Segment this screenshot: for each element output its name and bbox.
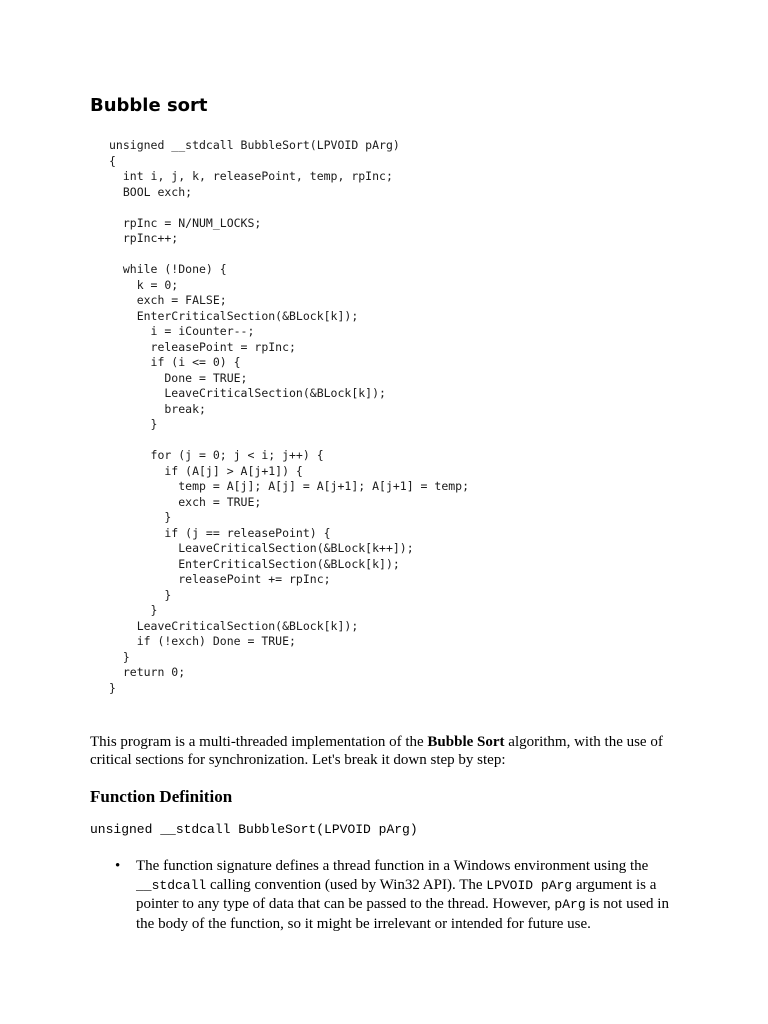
code-line: Done = TRUE;	[109, 370, 248, 385]
bullet-text: calling convention (used by Win32 API). The	[206, 876, 487, 893]
code-line: if (A[j] > A[j+1]) {	[109, 463, 303, 478]
code-line	[109, 200, 469, 216]
code-line: releasePoint = rpInc;	[109, 339, 296, 354]
code-line: k = 0;	[109, 277, 179, 292]
page-title: Bubble sort	[90, 95, 208, 116]
bullet-text: is not used in the body of the function, so it might be irrelevant or intended for future use.	[136, 896, 669, 932]
code-line: BOOL exch;	[109, 184, 193, 199]
code-line: rpInc++;	[109, 231, 179, 245]
intro-bold-term: Bubble Sort	[427, 734, 505, 750]
code-line: }	[109, 649, 130, 664]
code-line: while (!Done) {	[109, 262, 227, 276]
code-line: LeaveCriticalSection(&BLock[k]);	[109, 618, 359, 633]
code-line: if (!exch) Done = TRUE;	[109, 634, 296, 648]
code-line: EnterCriticalSection(&BLock[k]);	[109, 308, 359, 323]
section-heading: Function Definition	[90, 787, 233, 806]
bullet-text: The function signature defines a thread function in a Windows environment using the	[136, 858, 649, 874]
code-line: }	[109, 603, 158, 617]
code-line: if (j == releasePoint) {	[109, 525, 331, 540]
code-line	[109, 247, 469, 263]
code-line	[109, 433, 469, 449]
code-line: for (j = 0; j < i; j++) {	[109, 448, 324, 462]
inline-code: pArg	[554, 897, 586, 912]
code-line: if (i <= 0) {	[109, 355, 241, 369]
inline-code: __stdcall	[136, 877, 207, 893]
bullet-text: argument is a pointer to any type of data that can be passed to the thread. However,	[136, 876, 657, 912]
code-line: releasePoint += rpInc;	[109, 572, 331, 586]
code-block	[109, 138, 469, 696]
code-line: return 0;	[109, 665, 186, 679]
code-line: break;	[109, 401, 206, 416]
code-line: int i, j, k, releasePoint, temp, rpInc;	[109, 169, 393, 183]
code-line: }	[109, 417, 158, 431]
code-line: i = iCounter--;	[109, 324, 255, 338]
code-line: }	[109, 587, 172, 602]
code-line: exch = TRUE;	[109, 494, 262, 509]
inline-code: LPVOID pArg	[486, 877, 573, 893]
code-line: LeaveCriticalSection(&BLock[k]);	[109, 386, 386, 400]
bullet-list	[90, 857, 680, 933]
code-line: }	[109, 680, 116, 695]
bullet-marker: •	[115, 858, 121, 874]
code-line: unsigned __stdcall BubbleSort(LPVOID pArg)	[109, 138, 400, 152]
list-item	[90, 857, 680, 933]
code-line: {	[109, 153, 116, 168]
intro-text-before: This program is a multi-threaded implementation of the	[90, 734, 428, 750]
code-line: rpInc = N/NUM_LOCKS;	[109, 215, 262, 230]
intro-text-after: algorithm, with the use of critical sections for synchronization. Let's break it down step by step:	[90, 734, 663, 768]
code-line: LeaveCriticalSection(&BLock[k++]);	[109, 541, 414, 555]
code-line: EnterCriticalSection(&BLock[k]);	[109, 556, 400, 571]
function-signature: unsigned __stdcall BubbleSort(LPVOID pArg)	[90, 822, 418, 837]
code-line: }	[109, 510, 172, 524]
intro-paragraph	[90, 733, 690, 769]
code-line: exch = FALSE;	[109, 293, 227, 307]
code-line: temp = A[j]; A[j] = A[j+1]; A[j+1] = temp;	[109, 479, 470, 493]
